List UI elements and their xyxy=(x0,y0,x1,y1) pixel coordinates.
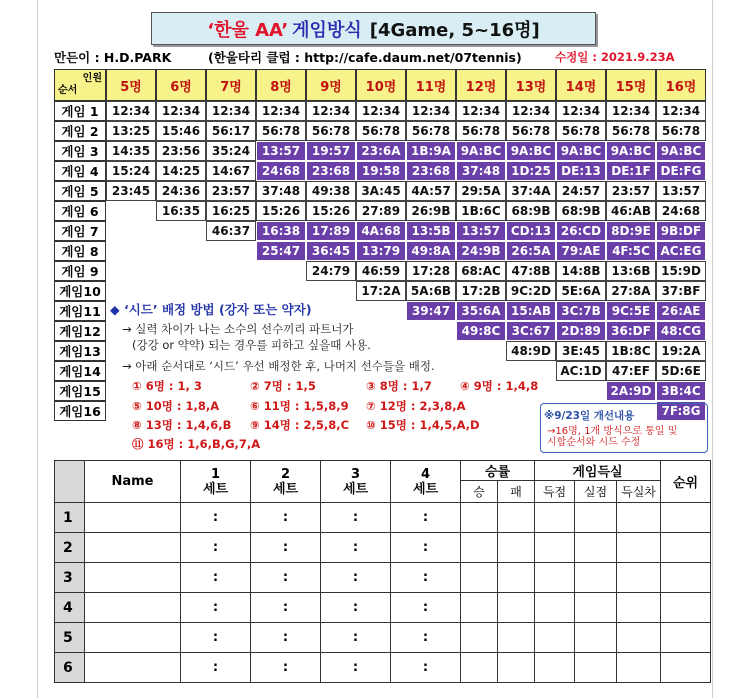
match-cell: 49:8A xyxy=(406,241,456,261)
page-border-left xyxy=(37,0,38,698)
set-score-cell[interactable]: : xyxy=(391,623,461,653)
row-number: 1 xyxy=(55,503,85,533)
match-cell: 16:38 xyxy=(256,221,306,241)
match-cell: 27:89 xyxy=(356,201,406,221)
match-cell: 5A:6B xyxy=(406,281,456,301)
header-5-players: 5명 xyxy=(106,69,156,101)
callout-heading: ※9/23일 개선내용 xyxy=(544,410,635,422)
set-score-cell[interactable]: : xyxy=(251,503,321,533)
gain-header: 득점 xyxy=(535,481,575,503)
match-cell: 37:BF xyxy=(656,281,706,301)
match-cell: 37:48 xyxy=(256,181,306,201)
stat-cell[interactable] xyxy=(498,623,535,653)
match-cell: 19:2A xyxy=(656,341,706,361)
match-cell: 13:57 xyxy=(456,221,506,241)
set-score-cell[interactable]: : xyxy=(251,533,321,563)
match-cell: 13:57 xyxy=(256,141,306,161)
match-cell: 9A:BC xyxy=(556,141,606,161)
match-cell: 9C:2D xyxy=(506,281,556,301)
stat-cell[interactable] xyxy=(535,653,575,683)
set-score-cell[interactable]: : xyxy=(391,653,461,683)
match-cell: 14:25 xyxy=(156,161,206,181)
match-cell: 12:34 xyxy=(106,101,156,121)
name-header: Name xyxy=(85,461,181,503)
row-number: 2 xyxy=(55,533,85,563)
match-cell: 17:2A xyxy=(356,281,406,301)
stat-cell[interactable] xyxy=(461,593,498,623)
set-score-cell[interactable]: : xyxy=(321,623,391,653)
match-cell: 49:38 xyxy=(306,181,356,201)
match-cell: 7F:8G xyxy=(656,401,706,421)
match-cell: 25:47 xyxy=(256,241,306,261)
match-cell: 36:45 xyxy=(306,241,356,261)
stat-cell[interactable] xyxy=(575,533,617,563)
header-14-players: 14명 xyxy=(556,69,606,101)
game-label-12: 게임12 xyxy=(54,321,106,341)
match-cell: 17:2B xyxy=(456,281,506,301)
header-8-players: 8명 xyxy=(256,69,306,101)
stat-cell[interactable] xyxy=(617,533,661,563)
match-cell: 12:34 xyxy=(656,101,706,121)
game-label-10: 게임10 xyxy=(54,281,106,301)
match-cell: 24:36 xyxy=(156,181,206,201)
stat-cell[interactable] xyxy=(498,503,535,533)
match-cell: 19:58 xyxy=(356,161,406,181)
stat-cell[interactable] xyxy=(617,503,661,533)
stat-cell[interactable] xyxy=(617,563,661,593)
page-border-right xyxy=(712,0,713,698)
seed-14: ⑨ 14명 : 2,5,8,C xyxy=(250,418,350,432)
match-cell: 3B:4C xyxy=(656,381,706,401)
match-cell: 46:37 xyxy=(206,221,256,241)
match-cell: 23:57 xyxy=(606,181,656,201)
match-cell: 12:34 xyxy=(506,101,556,121)
set-score-cell[interactable]: : xyxy=(181,563,251,593)
stat-cell[interactable] xyxy=(661,503,711,533)
corner-bottom-label: 순서 xyxy=(58,85,78,96)
seed-10: ⑤ 10명 : 1,8,A xyxy=(132,399,220,413)
maker-label: 만든이 : H.D.PARK xyxy=(54,50,172,65)
set3-label: 3 세트 xyxy=(342,466,369,497)
stat-cell[interactable] xyxy=(535,533,575,563)
score-row xyxy=(55,653,711,683)
match-cell: 49:8C xyxy=(456,321,506,341)
seed-16: ⑪ 16명 : 1,6,B,G,7,A xyxy=(132,437,261,451)
match-cell: 19:57 xyxy=(306,141,356,161)
match-cell: 14:8B xyxy=(556,261,606,281)
match-cell: 79:AE xyxy=(556,241,606,261)
stat-cell[interactable] xyxy=(535,563,575,593)
score-row xyxy=(55,533,711,563)
title-part1: ‘한울 AA’ xyxy=(207,19,289,41)
row-number: 5 xyxy=(55,623,85,653)
match-cell: 23:56 xyxy=(156,141,206,161)
match-cell: 14:35 xyxy=(106,141,156,161)
set-score-cell[interactable]: : xyxy=(391,593,461,623)
stat-cell[interactable] xyxy=(661,623,711,653)
match-cell: 16:35 xyxy=(156,201,206,221)
notes-line2: (강강 or 약약) 되는 경우를 피하고 싶을때 사용. xyxy=(132,338,371,352)
notes-line1: → 실력 차이가 나는 소수의 선수끼리 파트너가 xyxy=(122,322,354,336)
match-cell: 9A:BC xyxy=(506,141,556,161)
sheet-title xyxy=(151,12,596,45)
set-score-cell[interactable]: : xyxy=(321,653,391,683)
match-cell: 36:DF xyxy=(606,321,656,341)
match-cell: 8D:9E xyxy=(606,221,656,241)
set-score-cell[interactable]: : xyxy=(321,563,391,593)
club-link[interactable]: (한울타리 클럽 : http://cafe.daum.net/07tennis) xyxy=(208,50,522,65)
match-cell: 9C:5E xyxy=(606,301,656,321)
match-cell: 12:34 xyxy=(406,101,456,121)
set1-label: 1 세트 xyxy=(202,466,229,497)
set-score-cell[interactable]: : xyxy=(391,563,461,593)
match-cell: 35:6A xyxy=(456,301,506,321)
seed-6: ① 6명 : 1, 3 xyxy=(132,379,202,393)
notes-heading: ◆ ‘시드’ 배정 방법 (강자 또는 약자) xyxy=(110,302,312,317)
score-row xyxy=(55,563,711,593)
seed-8: ③ 8명 : 1,7 xyxy=(366,379,432,393)
stat-cell[interactable] xyxy=(661,653,711,683)
revision-callout xyxy=(540,403,708,453)
set-score-cell[interactable]: : xyxy=(391,533,461,563)
match-cell: 56:78 xyxy=(356,121,406,141)
title-part3: [4Game, 5~16명] xyxy=(369,19,540,41)
match-cell: 23:68 xyxy=(306,161,356,181)
stat-cell[interactable] xyxy=(535,593,575,623)
player-name-cell[interactable] xyxy=(85,533,181,563)
match-cell: 15:24 xyxy=(106,161,156,181)
record-header: 승률 xyxy=(461,461,535,481)
match-cell: 9A:BC xyxy=(656,141,706,161)
revised-date: 수정일 : 2021.9.23A xyxy=(555,50,675,64)
match-cell: 12:34 xyxy=(306,101,356,121)
match-cell: 16:25 xyxy=(206,201,256,221)
match-cell: 26:AE xyxy=(656,301,706,321)
stat-cell[interactable] xyxy=(575,593,617,623)
match-cell: 48:CG xyxy=(656,321,706,341)
match-cell: 24:79 xyxy=(306,261,356,281)
game-label-11: 게임11 xyxy=(54,301,106,321)
stat-cell[interactable] xyxy=(498,563,535,593)
game-label-4: 게임 4 xyxy=(54,161,106,181)
match-cell: 3E:45 xyxy=(556,341,606,361)
match-cell: 68:9B xyxy=(506,201,556,221)
game-label-16: 게임16 xyxy=(54,401,106,421)
set-score-cell[interactable]: : xyxy=(181,503,251,533)
set-score-cell[interactable]: : xyxy=(181,653,251,683)
score-row xyxy=(55,623,711,653)
match-cell: 13:25 xyxy=(106,121,156,141)
game-label-1: 게임 1 xyxy=(54,101,106,121)
match-cell: 26:CD xyxy=(556,221,606,241)
player-name-cell[interactable] xyxy=(85,503,181,533)
game-label-13: 게임13 xyxy=(54,341,106,361)
stat-cell[interactable] xyxy=(498,593,535,623)
stat-cell[interactable] xyxy=(575,503,617,533)
player-name-cell[interactable] xyxy=(85,593,181,623)
lost-header: 실점 xyxy=(575,481,617,503)
match-cell: 4F:5C xyxy=(606,241,656,261)
match-cell: DE:FG xyxy=(656,161,706,181)
stat-cell[interactable] xyxy=(617,653,661,683)
match-cell: 23:45 xyxy=(106,181,156,201)
match-cell: 68:AC xyxy=(456,261,506,281)
stat-cell[interactable] xyxy=(498,653,535,683)
match-cell: AC:EG xyxy=(656,241,706,261)
match-cell: 56:78 xyxy=(506,121,556,141)
match-cell: 48:9D xyxy=(506,341,556,361)
score-corner xyxy=(55,461,85,503)
match-cell: 12:34 xyxy=(206,101,256,121)
match-cell: 13:6B xyxy=(606,261,656,281)
match-cell: 14:67 xyxy=(206,161,256,181)
match-cell: 35:24 xyxy=(206,141,256,161)
match-cell: 37:4A xyxy=(506,181,556,201)
set2-label: 2 세트 xyxy=(272,466,299,497)
special-header: 게임득실 xyxy=(535,461,661,481)
game-label-7: 게임 7 xyxy=(54,221,106,241)
game-label-9: 게임 9 xyxy=(54,261,106,281)
match-cell: 3C:67 xyxy=(506,321,556,341)
match-cell: 12:34 xyxy=(256,101,306,121)
match-cell: 13:57 xyxy=(656,181,706,201)
set-score-cell[interactable]: : xyxy=(321,533,391,563)
match-cell: 56:78 xyxy=(656,121,706,141)
match-cell: 39:47 xyxy=(406,301,456,321)
seed-13: ⑧ 13명 : 1,4,6,B xyxy=(132,418,232,432)
game-label-5: 게임 5 xyxy=(54,181,106,201)
match-cell: 26:5A xyxy=(506,241,556,261)
row-number: 3 xyxy=(55,563,85,593)
match-cell: 12:34 xyxy=(606,101,656,121)
set-score-cell[interactable]: : xyxy=(181,533,251,563)
stat-cell[interactable] xyxy=(617,623,661,653)
match-cell: 15:9D xyxy=(656,261,706,281)
match-cell: 15:AB xyxy=(506,301,556,321)
player-name-cell[interactable] xyxy=(85,563,181,593)
stat-cell[interactable] xyxy=(661,533,711,563)
match-cell: 1D:25 xyxy=(506,161,556,181)
match-cell: 47:EF xyxy=(606,361,656,381)
stat-cell[interactable] xyxy=(575,623,617,653)
match-cell: 56:78 xyxy=(406,121,456,141)
game-label-15: 게임15 xyxy=(54,381,106,401)
match-cell: 2A:9D xyxy=(606,381,656,401)
grid-corner xyxy=(54,69,106,101)
header-9-players: 9명 xyxy=(306,69,356,101)
match-cell: 4A:57 xyxy=(406,181,456,201)
match-cell: 37:48 xyxy=(456,161,506,181)
stat-cell[interactable] xyxy=(661,593,711,623)
header-10-players: 10명 xyxy=(356,69,406,101)
set3-header xyxy=(321,461,391,503)
header-11-players: 11명 xyxy=(406,69,456,101)
match-cell: 46:AB xyxy=(606,201,656,221)
set-score-cell[interactable]: : xyxy=(251,623,321,653)
match-cell: 56:78 xyxy=(606,121,656,141)
title-part2: 게임방식 xyxy=(292,19,362,41)
match-cell: 68:9B xyxy=(556,201,606,221)
seed-12: ⑦ 12명 : 2,3,8,A xyxy=(366,399,466,413)
stat-cell[interactable] xyxy=(535,623,575,653)
stat-cell[interactable] xyxy=(461,623,498,653)
match-cell: 15:26 xyxy=(256,201,306,221)
set-score-cell[interactable]: : xyxy=(181,623,251,653)
match-cell: 1B:6C xyxy=(456,201,506,221)
row-number: 6 xyxy=(55,653,85,683)
match-cell: 15:46 xyxy=(156,121,206,141)
player-name-cell[interactable] xyxy=(85,653,181,683)
match-cell: 12:34 xyxy=(156,101,206,121)
stat-cell[interactable] xyxy=(461,653,498,683)
match-cell: 47:8B xyxy=(506,261,556,281)
diff-header: 득실차 xyxy=(617,481,661,503)
header-7-players: 7명 xyxy=(206,69,256,101)
set-score-cell[interactable]: : xyxy=(321,503,391,533)
callout-line2: 시합순서와 시드 수정 xyxy=(547,437,641,448)
stat-cell[interactable] xyxy=(461,503,498,533)
corner-top-label: 인원 xyxy=(82,73,102,84)
match-cell: 9B:DF xyxy=(656,221,706,241)
match-cell: CD:13 xyxy=(506,221,556,241)
header-12-players: 12명 xyxy=(456,69,506,101)
header-16-players: 16명 xyxy=(656,69,706,101)
match-cell: 26:9B xyxy=(406,201,456,221)
match-cell: 23:57 xyxy=(206,181,256,201)
player-name-cell[interactable] xyxy=(85,623,181,653)
match-cell: AC:1D xyxy=(556,361,606,381)
match-cell: 13:79 xyxy=(356,241,406,261)
set-score-cell[interactable]: : xyxy=(251,653,321,683)
match-cell: 5D:6E xyxy=(656,361,706,381)
match-cell: 9A:BC xyxy=(456,141,506,161)
match-cell: 13:5B xyxy=(406,221,456,241)
match-cell: 2D:89 xyxy=(556,321,606,341)
game-label-14: 게임14 xyxy=(54,361,106,381)
stat-cell[interactable] xyxy=(661,563,711,593)
match-cell: 24:57 xyxy=(556,181,606,201)
match-cell: 56:17 xyxy=(206,121,256,141)
set-score-cell[interactable]: : xyxy=(251,593,321,623)
stat-cell[interactable] xyxy=(498,533,535,563)
match-cell: 3A:45 xyxy=(356,181,406,201)
stat-cell[interactable] xyxy=(575,653,617,683)
match-cell: 56:78 xyxy=(306,121,356,141)
match-cell: 12:34 xyxy=(456,101,506,121)
match-cell: 17:28 xyxy=(406,261,456,281)
set2-header xyxy=(251,461,321,503)
match-cell: 4A:68 xyxy=(356,221,406,241)
set4-label: 4 세트 xyxy=(412,466,439,497)
match-cell: 24:9B xyxy=(456,241,506,261)
match-cell: 12:34 xyxy=(356,101,406,121)
stat-cell[interactable] xyxy=(461,533,498,563)
match-cell: 56:78 xyxy=(456,121,506,141)
set4-header xyxy=(391,461,461,503)
match-cell: 29:5A xyxy=(456,181,506,201)
set-score-cell[interactable]: : xyxy=(251,563,321,593)
seed-9: ④ 9명 : 1,4,8 xyxy=(460,379,539,393)
match-cell: 23:68 xyxy=(406,161,456,181)
match-cell: 46:59 xyxy=(356,261,406,281)
game-label-3: 게임 3 xyxy=(54,141,106,161)
row-number: 4 xyxy=(55,593,85,623)
set-score-cell[interactable]: : xyxy=(321,593,391,623)
score-table xyxy=(54,460,710,698)
match-cell: 5E:6A xyxy=(556,281,606,301)
header-6-players: 6명 xyxy=(156,69,206,101)
match-cell: 24:68 xyxy=(656,201,706,221)
match-cell: 17:89 xyxy=(306,221,356,241)
match-cell: 56:78 xyxy=(556,121,606,141)
match-cell: 27:8A xyxy=(606,281,656,301)
loss-header: 패 xyxy=(498,481,535,503)
callout-line1: →16명, 1개 방식으로 통일 및 xyxy=(547,426,678,437)
seed-11: ⑥ 11명 : 1,5,8,9 xyxy=(250,399,349,413)
set-score-cell[interactable]: : xyxy=(181,593,251,623)
game-label-8: 게임 8 xyxy=(54,241,106,261)
game-label-6: 게임 6 xyxy=(54,201,106,221)
seed-15: ⑩ 15명 : 1,4,5,A,D xyxy=(366,418,480,432)
match-cell: DE:1F xyxy=(606,161,656,181)
match-cell: 15:26 xyxy=(306,201,356,221)
notes-line3: → 아래 순서대로 ‘시드’ 우선 배정한 후, 나머지 선수들을 배정. xyxy=(122,359,435,373)
match-cell: 9A:BC xyxy=(606,141,656,161)
match-cell: 1B:9A xyxy=(406,141,456,161)
score-row xyxy=(55,503,711,533)
match-cell: 3C:7B xyxy=(556,301,606,321)
seed-7: ② 7명 : 1,5 xyxy=(250,379,316,393)
match-cell: 56:78 xyxy=(256,121,306,141)
match-cell: 24:68 xyxy=(256,161,306,181)
header-13-players: 13명 xyxy=(506,69,556,101)
set1-header xyxy=(181,461,251,503)
match-cell: 1B:8C xyxy=(606,341,656,361)
match-cell: 12:34 xyxy=(556,101,606,121)
rank-header: 순위 xyxy=(661,461,711,503)
match-cell: 23:6A xyxy=(356,141,406,161)
stat-cell[interactable] xyxy=(617,593,661,623)
set-score-cell[interactable]: : xyxy=(391,503,461,533)
score-row xyxy=(55,593,711,623)
match-cell: DE:13 xyxy=(556,161,606,181)
header-15-players: 15명 xyxy=(606,69,656,101)
stat-cell[interactable] xyxy=(535,503,575,533)
game-label-2: 게임 2 xyxy=(54,121,106,141)
stat-cell[interactable] xyxy=(461,563,498,593)
win-header: 승 xyxy=(461,481,498,503)
stat-cell[interactable] xyxy=(575,563,617,593)
